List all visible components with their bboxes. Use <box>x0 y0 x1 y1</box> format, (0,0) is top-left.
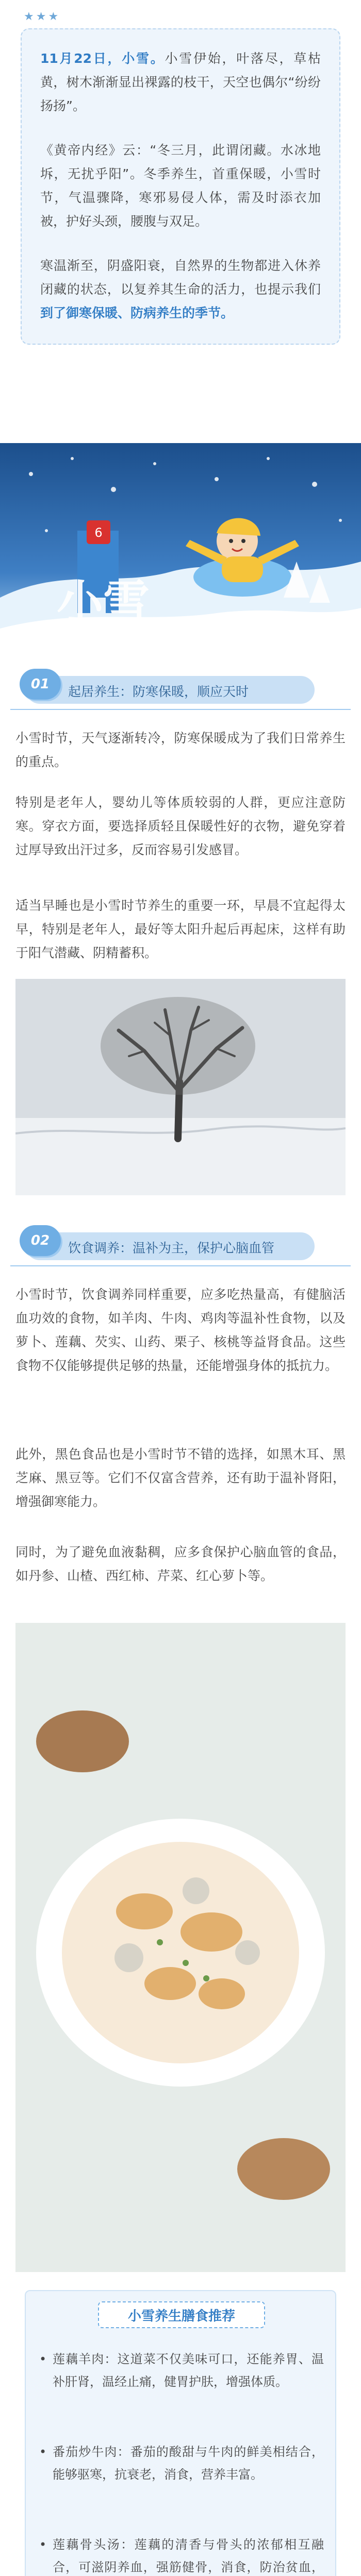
winter-tree-photo <box>15 979 346 1195</box>
sec1-paragraph-2: 特别是老年人，婴幼儿等体质较弱的人群，更应注意防寒。穿衣方面，要选择质轻且保暖性好的衣物，避免穿着过厚导致出汗过多，反而容易引发感冒。 <box>15 795 346 857</box>
section-divider <box>10 1265 351 1266</box>
food-item-1: • 莲藕羊肉：这道菜不仅美味可口，还能养胃、温补肝肾，温经止痛，健胃护肤，增强体质。 <box>39 2348 324 2393</box>
star-decoration: ★★★ <box>24 10 61 23</box>
food-ingredients-photo <box>15 1623 346 2272</box>
section-number-badge: 02 <box>20 1225 61 1256</box>
section-title: 饮食调养：温补为主，保护心脑血管 <box>68 1241 275 1256</box>
intro-date: 11月22日，小雪。 <box>40 51 165 66</box>
intro-text-1: 小雪伊始，叶落尽，草枯黄，树木渐渐显出裸露的枝干，天空也偶尔“纷纷扬扬”。 <box>40 51 321 113</box>
intro-paragraph-3 <box>40 254 321 325</box>
intro-highlight: 到了御寒保暖、防病养生的季节。 <box>40 306 234 320</box>
food-card-title: 小雪养生膳食推荐 <box>98 2301 265 2328</box>
section-heading-1 <box>10 665 351 711</box>
section-heading-2 <box>10 1221 351 1267</box>
sec1-paragraph-3: 适当早睡也是小雪时节养生的重要一环，早晨不宜起得太早，特别是老年人，最好等太阳升起后再起床，这样有助于阳气潜藏、阴精蓄积。 <box>15 898 346 960</box>
food-item-2: • 番茄炒牛肉：番茄的酸甜与牛肉的鲜美相结合，能够驱寒，抗衰老，消食，营养丰富。 <box>39 2441 324 2486</box>
food-item-3: • 莲藕骨头汤：莲藕的清香与骨头的浓郁相互融合，可滋阴养血，强筋健骨，消食，防治贫血， <box>39 2533 324 2576</box>
section-divider <box>10 709 351 710</box>
section-title: 起居养生：防寒保暖，顺应天时 <box>68 684 249 699</box>
hero-char: 小雪 <box>57 575 150 630</box>
food-recommendation-card <box>25 2290 336 2576</box>
hero-illustration <box>0 443 361 659</box>
sec2-paragraph-2: 此外，黑色食品也是小雪时节不错的选择，如黑木耳、黑芝麻、黑豆等。它们不仅富含营养，还有助于温补肾阳，增强御寒能力。 <box>15 1447 346 1509</box>
svg-text:6: 6 <box>94 526 103 540</box>
sec2-paragraph-3: 同时，为了避免血液黏稠，应多食保护心脑血管的食品，如丹参、山楂、西红柿、芹菜、红心萝卜等。 <box>15 1545 346 1583</box>
sec1-paragraph-1: 小雪时节，天气逐渐转冷，防寒保暖成为了我们日常养生的重点。 <box>15 731 346 769</box>
intro-paragraph-2: 《黄帝内经》云：“冬三月，此谓闭藏。水冰地坼，无扰乎阳”。冬季养生，首重保暖，小雪时节，气温骤降，寒邪易侵人体，需及时添衣加被，护好头颈，腰腹与双足。 <box>40 143 321 229</box>
intro-card <box>21 28 340 345</box>
sec2-paragraph-1: 小雪时节，饮食调养同样重要，应多吃热量高，有健脑活血功效的食物，如羊肉、牛肉、鸡肉等温补性食物，以及萝卜、莲藕、芡实、山药、栗子、核桃等益肾食品。这些食物不仅能够提供足够的热量，还能增强身体的抵抗力。 <box>15 1287 346 1373</box>
intro-text-3: 寒温渐至，阴盛阳衰，自然界的生物都进入休养闭藏的状态，以复养其生命的活力，也提示我们 <box>40 258 321 297</box>
intro-paragraph-1 <box>40 47 321 118</box>
section-number-badge: 01 <box>20 669 61 700</box>
intro-block <box>21 10 340 345</box>
